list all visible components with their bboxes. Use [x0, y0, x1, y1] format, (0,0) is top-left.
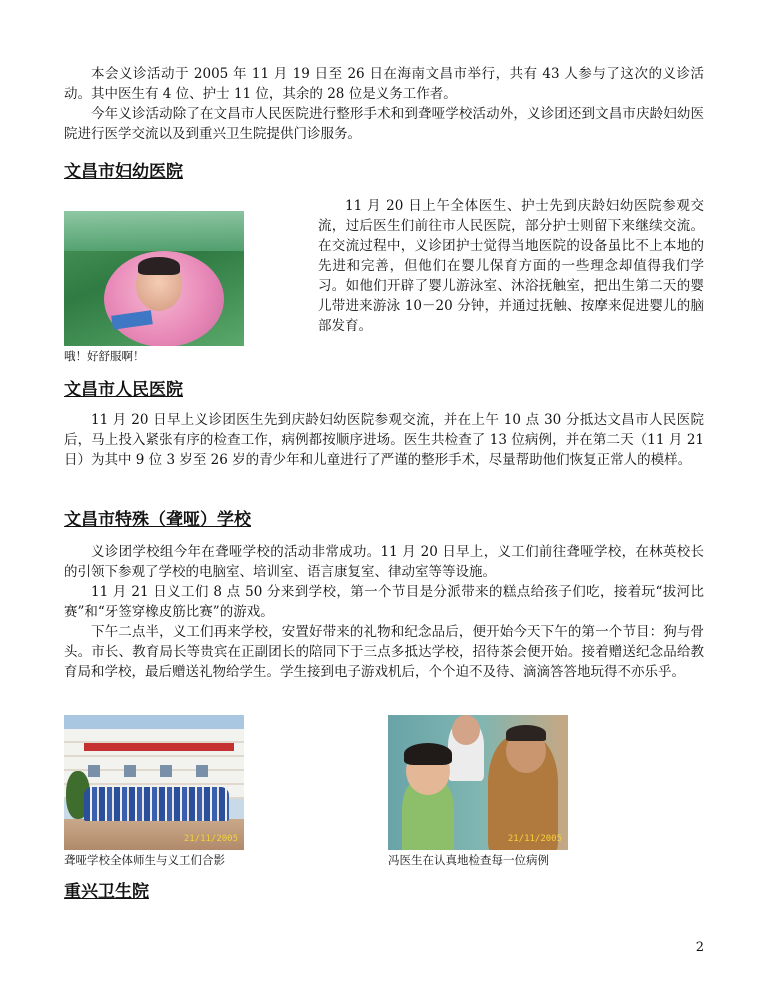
section-heading-maternity-hospital: 文昌市妇幼医院 — [64, 162, 183, 182]
window — [124, 765, 136, 777]
photo-date-stamp: 21/11/2005 — [507, 834, 562, 844]
doctor-examining-photo — [388, 715, 568, 850]
section-heading-deaf-school: 文昌市特殊（聋哑）学校 — [64, 510, 251, 530]
intro-paragraph-2: 今年义诊活动除了在文昌市人民医院进行整形手术和到聋哑学校活动外，义诊团还到文昌市庆龄妇幼医院进行医学交流以及到重兴卫生院提供门诊服务。 — [64, 106, 704, 142]
doctor-hair — [506, 725, 546, 741]
intro-paragraph-1: 本会义诊活动于 2005 年 11 月 19 日至 26 日在海南文昌市举行，共有 43 人参与了这次的义诊活动。其中医生有 4 位、护士 11 位，其余的 28 位是义务工作者。 — [64, 66, 704, 102]
window — [160, 765, 172, 777]
nurse-head — [452, 715, 480, 745]
group-of-students — [84, 787, 229, 821]
maternity-hospital-text: 11 月 20 日上午全体医生、护士先到庆龄妇幼医院参观交流，过后医生们前往市人民医院，部分护士则留下来继续交流。在交流过程中，义诊团护士觉得当地医院的设备虽比不上本地的先进和完善，但他们在婴儿保育方面的一些理念却值得我们学习。如他们开辟了婴儿游泳室、沐浴抚触室，把出生第二天的婴儿带进来游泳 10－20 分钟，并通过抚触、按摩来促进婴儿的脑部发育。 — [318, 198, 704, 334]
doctor-photo-caption: 冯医生在认真地检查每一位病例 — [388, 853, 549, 867]
baby-hair — [138, 257, 180, 275]
baby-photo-caption: 哦！好舒服啊！ — [64, 349, 145, 363]
window — [196, 765, 208, 777]
school-group-photo — [64, 715, 244, 850]
deaf-school-paragraph-2: 11 月 21 日义工们 8 点 50 分来到学校，第一个节目是分派带来的糕点给孩子们吃，接着玩“拔河比赛”和“牙签穿橡皮筋比赛”的游戏。 — [64, 584, 704, 620]
page-number: 2 — [695, 940, 704, 955]
section-heading-health-center: 重兴卫生院 — [64, 882, 149, 902]
peoples-hospital-text: 11 月 20 日早上义诊团医生先到庆龄妇幼医院参观交流，并在上午 10 点 30 分抵达文昌市人民医院后，马上投入紧张有序的检查工作，病例都按顺序进场。医生共检查了 13 位病例，并在第二天（11 月 21 日）为其中 9 位 3 岁至 26 岁的青少年和儿童进行了严谨的整形手术，尽量帮助他们恢复正常人的模样。 — [64, 412, 704, 468]
photo-date-stamp: 21/11/2005 — [183, 834, 238, 844]
baby-swimming-photo — [64, 211, 244, 346]
pool-water — [64, 211, 244, 251]
window — [88, 765, 100, 777]
school-banner — [84, 743, 234, 751]
deaf-school-paragraph-1: 义诊团学校组今年在聋哑学校的活动非常成功。11 月 20 日早上，义工们前往聋哑学校，在林英校长的引领下参观了学校的电脑室、培训室、语言康复室、律动室等等设施。 — [64, 544, 704, 580]
deaf-school-paragraph-3: 下午二点半，义工们再来学校，安置好带来的礼物和纪念品后，便开始今天下午的第一个节目：狗与骨头。市长、教育局长等贵宾在正副团长的陪同下于三点多抵达学校，招待茶会便开始。接着赠送纪念品给教育局和学校，最后赠送礼物给学生。学生接到电子游戏机后，个个迫不及待、滴滴答答地玩得不亦乐乎。 — [64, 624, 704, 680]
section-heading-peoples-hospital: 文昌市人民医院 — [64, 380, 183, 400]
child-hair — [404, 743, 452, 765]
school-photo-caption: 聋哑学校全体师生与义工们合影 — [64, 853, 225, 867]
